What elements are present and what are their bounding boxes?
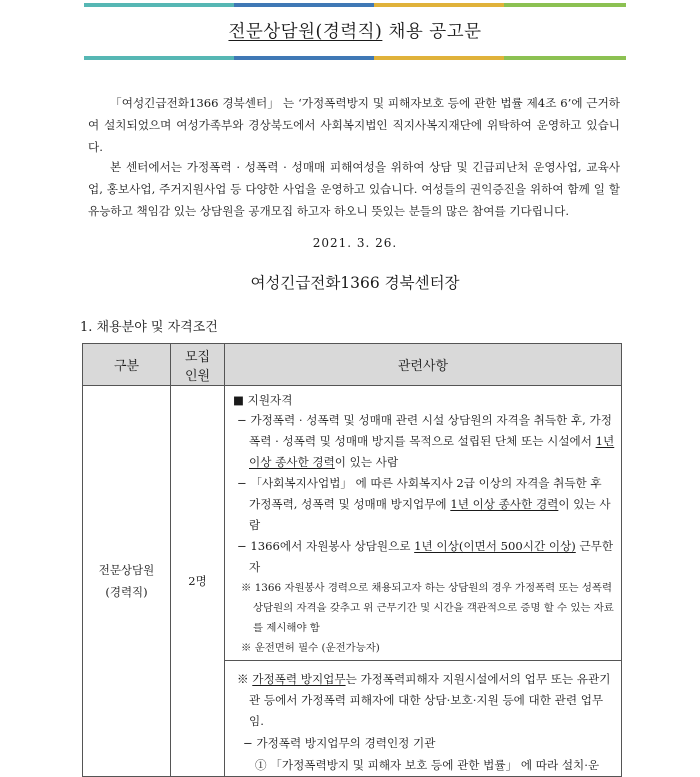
definition-emphasis: 가정폭력 방지업무 bbox=[252, 672, 346, 686]
definition-subheading: − 가정폭력 방지업무의 경력인정 기관 bbox=[243, 736, 436, 750]
q1-text-b: 이 있는 사람 bbox=[334, 455, 399, 469]
q3-text-a: − 1366에서 자원봉사 상담원으로 bbox=[237, 539, 415, 553]
intro-paragraph-2: 본 센터에서는 가정폭력 · 성폭력 · 성매매 피해여성을 위하여 상담 및 긴급피난처 운영사업, 교육사업, 홍보사업, 주거지원사업 등 다양한 사업을 운영하고 있습니다. 여성들의 권익증진을 위하여 함께 일 할 유능하고 책임감 있는 상담원을 공개모집 하고자 하오니 뜻있는 분들의 많은 참여를 기다립니다. bbox=[88, 160, 620, 218]
q2-text-b: 이 있는 사람 bbox=[249, 497, 611, 532]
q2-text-a: − 「사회복지사업법」 에 따른 사회복지사 2급 이상의 자격을 취득한 후 가정폭력, 성폭력 및 성매매 방지업무에 bbox=[237, 476, 602, 511]
count-cell: 2명 bbox=[171, 386, 225, 777]
bar-segment-teal bbox=[84, 56, 234, 60]
qualification-item-1 bbox=[233, 410, 615, 473]
recruitment-table bbox=[82, 343, 622, 777]
header-category: 구분 bbox=[83, 344, 171, 386]
header-count-line1: 모집 bbox=[184, 349, 211, 365]
qualification-note-1: ※ 1366 자원봉사 경력으로 채용되고자 하는 상담원의 경우 가정폭력 또는 성폭력 상담원의 자격을 갖추고 위 근무기간 및 시간을 객관적으로 증명 할 수 있는 자료를 제시해야 함 bbox=[241, 582, 614, 634]
table-header-row bbox=[83, 344, 622, 386]
section-heading: 1. 채용분야 및 자격조건 bbox=[80, 320, 218, 335]
header-count bbox=[171, 344, 225, 386]
definition-mark: ※ bbox=[237, 672, 253, 686]
definition-body: 는 가정폭력피해자 지원시설에서의 업무 또는 유관기관 등에서 가정폭력 피해자에 대한 상담·보호·지원 등에 대한 관련 업무임. bbox=[249, 672, 611, 728]
header-details: 관련사항 bbox=[225, 344, 622, 386]
header-count-line2: 인원 bbox=[184, 368, 211, 384]
q3-text-b: 근무한자 bbox=[249, 539, 614, 574]
announcement-date: 2021. 3. 26. bbox=[312, 236, 398, 250]
definition-text bbox=[233, 669, 615, 732]
q1-text-a: − 가정폭력 · 성폭력 및 성매매 관련 시설 상담원의 자격을 취득한 후, 가정폭력 · 성폭력 및 성매매 방지를 목적으로 설립된 단체 또는 시설에서 bbox=[237, 413, 612, 448]
qualification-cell bbox=[225, 386, 622, 661]
bar-segment-green bbox=[504, 56, 626, 60]
category-cell bbox=[83, 386, 171, 777]
intro-paragraph-1: 「여성긴급전화1366 경북센터」 는 ‘가정폭력방지 및 피해자보호 등에 관한 법률 제4조 6’에 근거하여 설치되었으며 여성가족부와 경상북도에서 사회복지법인 직지사복지재단에 위탁하여 운영하고 있습니다. bbox=[88, 96, 620, 154]
divider-color-bar bbox=[84, 56, 626, 60]
bar-segment-gold bbox=[374, 56, 504, 60]
qualification-note-2: ※ 운전면허 필수 (운전가능자) bbox=[241, 642, 380, 654]
bar-segment-blue bbox=[234, 56, 374, 60]
definition-cell bbox=[225, 661, 622, 777]
qualification-title: ■ 지원자격 bbox=[233, 393, 293, 407]
qualification-item-3 bbox=[233, 536, 615, 578]
q2-emphasis: 1년 이상 종사한 경력 bbox=[450, 497, 559, 511]
bar-segment-blue bbox=[234, 3, 374, 7]
title-rest: 채용 공고문 bbox=[382, 22, 482, 42]
category-line1: 전문상담원 bbox=[98, 563, 155, 577]
top-color-bar bbox=[84, 3, 626, 7]
signature-line: 여성긴급전화1366 경북센터장 bbox=[250, 274, 460, 292]
page-title bbox=[84, 18, 626, 43]
category-line2: (경력직) bbox=[105, 585, 148, 599]
definition-item-1: ① 「가정폭력방지 및 피해자 보호 등에 관한 법률」 에 따라 설치·운 bbox=[255, 758, 600, 772]
q1-emphasis: 1년 이상 종사한 경력 bbox=[249, 434, 615, 469]
q3-emphasis: 1년 이상(이면서 500시간 이상) bbox=[414, 539, 576, 553]
title-underlined: 전문상담원(경력직) bbox=[228, 22, 383, 42]
bar-segment-green bbox=[504, 3, 626, 7]
bar-segment-teal bbox=[84, 3, 234, 7]
qualification-item-2 bbox=[233, 473, 615, 536]
table-row bbox=[83, 386, 622, 661]
bar-segment-gold bbox=[374, 3, 504, 7]
